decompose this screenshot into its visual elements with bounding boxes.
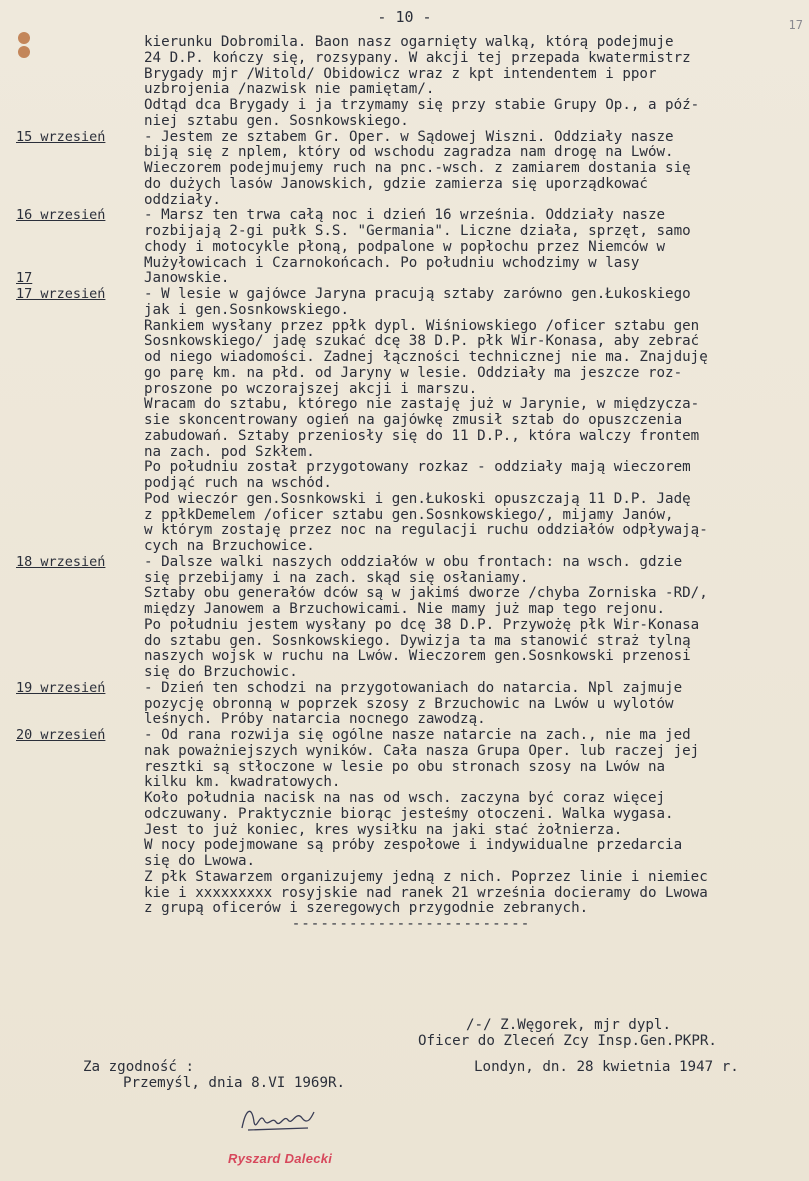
date-label: 16 wrzesień	[16, 208, 106, 224]
text-line	[16, 476, 806, 492]
text-line	[16, 114, 806, 130]
date-label: 20 wrzesień	[16, 728, 106, 743]
date-label	[16, 508, 144, 524]
handwritten-signature-icon	[238, 1098, 318, 1138]
date-label	[16, 460, 144, 476]
date-label	[16, 224, 144, 240]
line-text: z grupą oficerów i szeregowych przygodnie zebranych.	[144, 901, 589, 917]
signature-block	[418, 1017, 717, 1049]
date-label	[16, 350, 144, 366]
text-line	[16, 681, 806, 697]
text-line	[16, 901, 806, 917]
signature-name: /-/ Z.Węgorek, mjr dypl.	[466, 1017, 671, 1033]
line-text: - W lesie w gajówce Jaryna pracują sztaby zarówno gen.Łukoskiego	[144, 287, 691, 302]
line-text: resztki są stłoczone w lesie po obu stronach szosy na Lwów na	[144, 759, 666, 775]
line-text: Janowskie.	[144, 271, 230, 287]
date-label	[16, 334, 144, 350]
date-label	[16, 586, 144, 602]
text-line	[16, 838, 806, 854]
date-label: 18 wrzesień	[16, 554, 106, 570]
line-text: - Dzień ten schodzi na przygotowaniach do natarcia. Npl zajmuje	[144, 680, 683, 696]
line-text: Sztaby obu generałów dców są w jakimś dworze /chyba Żorniska -RD/,	[144, 586, 708, 602]
line-text: - Marsz ten trwa całą noc i dzień 16 września. Oddziały nasze	[144, 208, 666, 224]
text-line	[16, 429, 806, 445]
text-line	[16, 224, 806, 240]
date-label	[16, 319, 144, 335]
date-label	[16, 775, 144, 791]
line-text: W nocy podejmowane są próby zespołowe i indywidualne przedarcia	[144, 838, 683, 854]
text-line	[16, 886, 806, 902]
line-text: Odtąd dca Brygady i ja trzymamy się przy stabie Grupy Op., a póź-	[144, 98, 700, 113]
text-line	[16, 193, 806, 209]
text-line	[16, 51, 806, 67]
document-body	[16, 35, 806, 933]
date-label	[16, 35, 144, 51]
date-label: 17	[16, 271, 33, 287]
date-label: 17 wrzesień	[16, 287, 106, 302]
date-label	[16, 492, 144, 508]
text-line	[16, 177, 806, 193]
corner-mark: 17	[788, 18, 803, 32]
text-line	[16, 634, 806, 650]
date-label	[16, 854, 144, 870]
line-text: się do Lwowa.	[144, 854, 256, 869]
date-label	[16, 177, 144, 193]
date-label	[16, 870, 144, 886]
line-text: proszone po wczorajszej akcji i marszu.	[144, 381, 478, 397]
line-text: między Janowem a Brzuchowicami. Nie mamy już map tego rejonu.	[144, 602, 666, 617]
line-text: Po południu jestem wysłany po dcę 38 D.P. Przywożę płk Wir-Konasa	[144, 617, 700, 633]
line-text: kierunku Dobromila. Baon nasz ogarnięty walką, którą podejmuje	[144, 35, 674, 50]
date-label	[16, 618, 144, 634]
separator-rule: -------------------------	[291, 917, 531, 932]
text-line	[16, 555, 806, 571]
date-label	[16, 712, 144, 728]
date-label	[16, 760, 144, 776]
text-line	[16, 728, 806, 744]
text-line	[16, 854, 806, 870]
date-label	[16, 838, 144, 854]
line-text: na zach. pod Szkłem.	[144, 444, 315, 460]
text-line	[16, 413, 806, 429]
text-line	[16, 145, 806, 161]
line-text: uzbrojenia /nazwisk nie pamiętam/.	[144, 82, 435, 98]
line-text: - Jestem ze sztabem Gr. Oper. w Sądowej Wiszni. Oddziały nasze	[144, 129, 674, 145]
line-text: nak poważniejszych wyników. Cała nasza Grupa Oper. lub raczej jej	[144, 743, 700, 759]
text-line	[16, 523, 806, 539]
line-text: pozycję obronną w poprzek szosy z Brzuchowic na Lwów u wylotów	[144, 696, 674, 712]
date-label	[16, 98, 144, 114]
date-label	[16, 697, 144, 713]
date-label	[16, 665, 144, 681]
date-label	[16, 445, 144, 461]
text-line	[16, 35, 806, 51]
line-text: biją się z nplem, który od wschodu zagradza nam drogę na Lwów.	[144, 145, 674, 161]
line-text: z ppłkDemelem /oficer sztabu gen.Sosnkowskiego/, mijamy Janów,	[144, 507, 674, 523]
text-line	[16, 287, 806, 303]
text-line	[16, 618, 806, 634]
text-line	[16, 712, 806, 728]
line-text: w którym zostaję przez noc na regulacji ruchu oddziałów odpływają-	[144, 523, 708, 539]
text-line	[16, 256, 806, 272]
signature-title: Oficer do Zleceń Zcy Insp.Gen.PKPR.	[418, 1033, 717, 1049]
text-line	[16, 602, 806, 618]
date-label	[16, 807, 144, 823]
text-line	[16, 775, 806, 791]
date-label	[16, 823, 144, 839]
line-text: podjąć ruch na wschód.	[144, 476, 332, 491]
text-line	[16, 82, 806, 98]
date-label	[16, 901, 144, 917]
date-label	[16, 303, 144, 319]
line-text: Z płk Stawarzem organizujemy jedną z nich. Poprzez linie i niemiec	[144, 869, 708, 885]
text-line	[16, 382, 806, 398]
text-line	[16, 586, 806, 602]
text-line	[16, 539, 806, 555]
text-line	[16, 350, 806, 366]
date-label	[16, 114, 144, 130]
date-label	[16, 256, 144, 272]
line-text: go parę km. na płd. od Jaryny w lesie. Oddziały ma jeszcze roz-	[144, 365, 683, 381]
line-text: cych na Brzuchowice.	[144, 539, 315, 554]
date-label	[16, 634, 144, 650]
line-text: niej sztabu gen. Sosnkowskiego.	[144, 113, 409, 129]
text-line	[16, 334, 806, 350]
date-label	[16, 51, 144, 67]
line-text: Jest to już koniec, kres wysiłku na jaki stać żołnierza.	[144, 822, 623, 838]
line-text: Brygady mjr /Witold/ Obidowicz wraz z kpt intendentem i ppor	[144, 66, 657, 82]
text-line	[16, 807, 806, 823]
date-label: 15 wrzesień	[16, 129, 106, 145]
text-line	[16, 319, 806, 335]
date-label	[16, 145, 144, 161]
text-line	[16, 98, 806, 114]
text-line	[16, 508, 806, 524]
date-label	[16, 382, 144, 398]
page-number: - 10 -	[377, 8, 432, 26]
line-text: - Dalsze walki naszych oddziałów w obu frontach: na wsch. gdzie	[144, 554, 683, 570]
text-line	[16, 240, 806, 256]
place-date: Londyn, dn. 28 kwietnia 1947 r.	[474, 1059, 739, 1075]
text-line	[16, 760, 806, 776]
line-text: - Od rana rozwija się ogólne nasze natarcie na zach., nie ma jed	[144, 728, 691, 743]
line-text: odczuwany. Praktycznie biorąc jesteśmy otoczeni. Walka wygasa.	[144, 806, 674, 822]
text-line	[16, 67, 806, 83]
line-text: Mużyłowicach i Czarnokońcach. Po południu wchodzimy w lasy	[144, 255, 640, 271]
date-label	[16, 429, 144, 445]
date-label	[16, 523, 144, 539]
text-line	[16, 130, 806, 146]
line-text: rozbijają 2-gi pułk S.S. "Germania". Liczne działa, sprzęt, samo	[144, 224, 691, 239]
line-text: jak i gen.Sosnkowskiego.	[144, 302, 349, 318]
name-stamp: Ryszard Dalecki	[228, 1151, 333, 1166]
text-line	[16, 870, 806, 886]
line-text: kilku km. kwadratowych.	[144, 775, 341, 791]
text-line	[16, 791, 806, 807]
line-text: Po południu został przygotowany rozkaz - oddziały mają wieczorem	[144, 460, 691, 476]
date-label	[16, 161, 144, 177]
line-text: chody i motocykle płoną, podpalone w popłochu przez Niemców w	[144, 239, 666, 255]
line-text: oddziały.	[144, 192, 221, 208]
date-label	[16, 413, 144, 429]
date-label	[16, 476, 144, 492]
text-line	[16, 492, 806, 508]
date-label	[16, 193, 144, 209]
line-text: Pod wieczór gen.Sosnkowski i gen.Łukoski opuszczają 11 D.P. Jadę	[144, 491, 691, 507]
line-text: od niego wiadomości. Żadnej łączności technicznej nie ma. Znajduję	[144, 350, 708, 365]
attestation-place-date: Przemyśl, dnia 8.VI 1969R.	[123, 1075, 346, 1091]
line-text: do dużych lasów Janowskich, gdzie zamierza się uporządkować	[144, 176, 648, 192]
line-text: się przebijamy i na zach. skąd się osłaniamy.	[144, 570, 529, 586]
text-line	[16, 161, 806, 177]
line-text: naszych wojsk w ruchu na Lwów. Wieczorem gen.Sosnkowski przenosi	[144, 649, 691, 665]
text-line	[16, 697, 806, 713]
attestation-label: Za zgodność :	[83, 1059, 195, 1075]
text-line	[16, 397, 806, 413]
date-label	[16, 539, 144, 555]
line-text: Wieczorem podejmujemy ruch na pnc.-wsch. z zamiarem dostania się	[144, 161, 691, 176]
line-text: kie i xxxxxxxxx rosyjskie nad ranek 21 września docieramy do Lwowa	[144, 885, 708, 901]
date-label	[16, 602, 144, 618]
line-text: Sosnkowskiego/ jadę szukać dcę 38 D.P. płk Wir-Konasa, aby zebrać	[144, 334, 700, 350]
attestation-block	[83, 1059, 345, 1091]
line-text: się do Brzuchowic.	[144, 665, 298, 680]
text-line	[16, 208, 806, 224]
date-label	[16, 67, 144, 83]
date-label	[16, 240, 144, 256]
line-text: leśnych. Próby natarcia nocnego zawodzą.	[144, 712, 486, 728]
text-line	[16, 445, 806, 461]
date-label	[16, 571, 144, 587]
text-line	[16, 649, 806, 665]
line-text: Koło południa nacisk na nas od wsch. zaczyna być coraz więcej	[144, 791, 666, 806]
line-text: zabudowań. Sztaby przeniosły się do 11 D.P., która walczy frontem	[144, 428, 700, 444]
date-label	[16, 744, 144, 760]
date-label	[16, 791, 144, 807]
text-line	[16, 744, 806, 760]
line-text: Rankiem wysłany przez ppłk dypl. Wiśniowskiego /oficer sztabu gen	[144, 318, 700, 334]
date-label	[16, 82, 144, 98]
line-text: do sztabu gen. Sosnkowskiego. Dywizja ta ma stanowić straż tylną	[144, 633, 691, 649]
line-text: 24 D.P. kończy się, rozsypany. W akcji tej przepada kwatermistrz	[144, 50, 691, 66]
date-label: 19 wrzesień	[16, 680, 106, 696]
text-line	[16, 271, 806, 287]
date-label	[16, 366, 144, 382]
date-label	[16, 649, 144, 665]
line-text: Wracam do sztabu, którego nie zastaję już w Jarynie, w międzycza-	[144, 397, 700, 413]
text-line	[16, 571, 806, 587]
date-label	[16, 397, 144, 413]
date-label	[16, 886, 144, 902]
text-line	[16, 665, 806, 681]
text-line	[16, 460, 806, 476]
text-line	[16, 303, 806, 319]
text-line	[16, 366, 806, 382]
text-line	[16, 823, 806, 839]
line-text: sie skoncentrowany ogień na gajówkę zmusił sztab do opuszczenia	[144, 413, 683, 428]
